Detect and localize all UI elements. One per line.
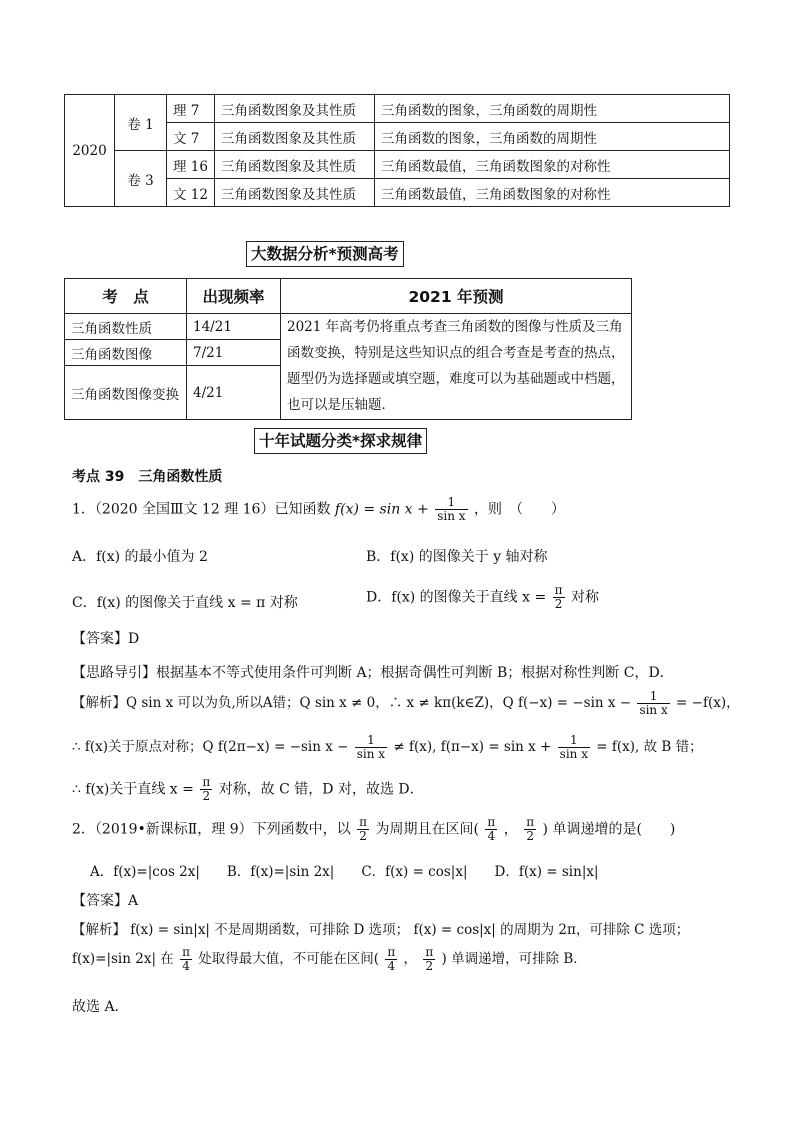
fraction: $\frac{1}{\text{sin x}}$ xyxy=(559,733,588,761)
topic-cell: 三角函数图象及其性质 xyxy=(214,95,374,123)
q1-answer: 【答案】D xyxy=(72,631,140,647)
q1-option-a: A．f(x) 的最小值为 2 xyxy=(72,549,208,565)
fraction: $\frac{\pi}{4}$ xyxy=(487,815,496,843)
q1-option-d: D．f(x) 的图像关于直线 x = $\frac{\pi}{2}$ 对称 xyxy=(366,583,599,611)
q1-analysis-line1: 【解析】Q sin x 可以为负,所以A错；Q sin x ≠ 0，∴ x ≠ kπ(k∈Z)，Q f(−x) = −sin x − $\frac{1}{\text{sin x}}$ = −f(x)， xyxy=(72,689,740,717)
fraction: $\frac{\pi}{2}$ xyxy=(359,815,368,843)
question-cell: 文 12 xyxy=(167,179,215,207)
fraction: $\frac{1}{\text{sin x}}$ xyxy=(639,689,668,717)
fraction: $\frac{\pi}{2}$ xyxy=(425,945,434,973)
point-cell: 三角函数性质 xyxy=(65,314,187,340)
header-frequency: 出现频率 xyxy=(187,279,281,314)
q2-conclusion: 故选 A． xyxy=(72,999,129,1015)
section-title: 考点 39 三角函数性质 xyxy=(72,469,223,485)
fraction: $\frac{\pi}{2}$ xyxy=(526,815,535,843)
frequency-cell: 4/21 xyxy=(187,366,281,420)
frequency-cell: 7/21 xyxy=(187,340,281,366)
q2-analysis-line1: 【解析】 f(x) = sin|x| 不是周期函数，可排除 D 选项； f(x) = cos|x| 的周期为 2π，可排除 C 选项； xyxy=(72,922,690,938)
point-cell: 三角函数图像 xyxy=(65,340,187,366)
exam-table xyxy=(64,94,730,207)
volume-cell: 卷 1 xyxy=(115,95,167,151)
banner-big-data: 大数据分析*预测高考 xyxy=(246,241,404,267)
volume-cell: 卷 3 xyxy=(115,151,167,207)
q1-analysis-line2: ∴ f(x)关于原点对称；Q f(2π−x) = −sin x − $\frac{1}{\text{sin x}}$ ≠ f(x), f(π−x) = sin x + $\frac{1}{\text{sin x}}$ = f(x), 故 B 错； xyxy=(72,733,703,761)
q1-hint: 【思路导引】根据基本不等式使用条件可判断 A；根据奇偶性可判断 B；根据对称性判断 C，D． xyxy=(72,665,674,681)
fraction: $\frac{\pi}{4}$ xyxy=(387,945,396,973)
q2-analysis-line2: f(x)=|sin 2x| 在 $\frac{\pi}{4}$ 处取得最大值，不可能在区间( $\frac{\pi}{4}$ ， $\frac{\pi}{2}$ ) 单调递增，可排除 B． xyxy=(72,945,587,973)
content-cell: 三角函数最值，三角函数图象的对称性 xyxy=(374,179,729,207)
content-cell: 三角函数最值，三角函数图象的对称性 xyxy=(374,151,729,179)
fraction: $\frac{1}{\text{sin x}}$ xyxy=(437,495,466,523)
topic-cell: 三角函数图象及其性质 xyxy=(214,151,374,179)
fraction: $\frac{\pi}{4}$ xyxy=(182,945,190,973)
frequency-table xyxy=(64,278,632,420)
point-cell: 三角函数图像变换 xyxy=(65,366,187,420)
fraction: $\frac{1}{\text{sin x}}$ xyxy=(356,733,386,761)
q2-options: A．f(x)=|cos 2x| B．f(x)=|sin 2x| C．f(x) = cos|x| D．f(x) = sin|x| xyxy=(90,864,599,880)
content-cell: 三角函数的图象，三角函数的周期性 xyxy=(374,95,729,123)
topic-cell: 三角函数图象及其性质 xyxy=(214,179,374,207)
q1-option-c: C．f(x) 的图像关于直线 x = π 对称 xyxy=(72,595,298,611)
question-cell: 理 16 xyxy=(167,151,215,179)
fraction: $\frac{\pi}{2}$ xyxy=(202,775,211,803)
topic-cell: 三角函数图象及其性质 xyxy=(214,123,374,151)
prediction-text: 2021 年高考仍将重点考查三角函数的图像与性质及三角函数变换，特别是这些知识点的组合考查是考查的热点，题型仍为选择题或填空题，难度可以为基础题或中档题，也可以是压轴题． xyxy=(281,314,632,420)
header-point: 考 点 xyxy=(65,279,187,314)
q2-answer: 【答案】A xyxy=(72,893,139,909)
banner-ten-years: 十年试题分类*探求规律 xyxy=(254,428,427,454)
question-cell: 理 7 xyxy=(167,95,215,123)
q1-analysis-line3: ∴ f(x)关于直线 x = $\frac{\pi}{2}$ 对称，故 C 错，D 对，故选 D． xyxy=(72,775,424,803)
frequency-cell: 14/21 xyxy=(187,314,281,340)
q2-stem: 2．（2019•新课标Ⅱ，理 9）下列函数中，以 $\frac{\pi}{2}$ 为周期且在区间( $\frac{\pi}{4}$ ， $\frac{\pi}{2}$ ) 单调递增的是( ) xyxy=(72,815,676,843)
header-prediction: 2021 年预测 xyxy=(281,279,632,314)
q1-option-b: B．f(x) 的图像关于 y 轴对称 xyxy=(366,549,548,565)
fraction: $\frac{\pi}{2}$ xyxy=(554,583,563,611)
q1-stem: 1．（2020 全国Ⅲ文 12 理 16）已知函数 f(x) = sin x + $\frac{1}{\text{sin x}}$ ，则 （ ） xyxy=(72,495,565,523)
year-cell: 2020 xyxy=(65,95,115,207)
question-cell: 文 7 xyxy=(167,123,215,151)
content-cell: 三角函数的图象，三角函数的周期性 xyxy=(374,123,729,151)
